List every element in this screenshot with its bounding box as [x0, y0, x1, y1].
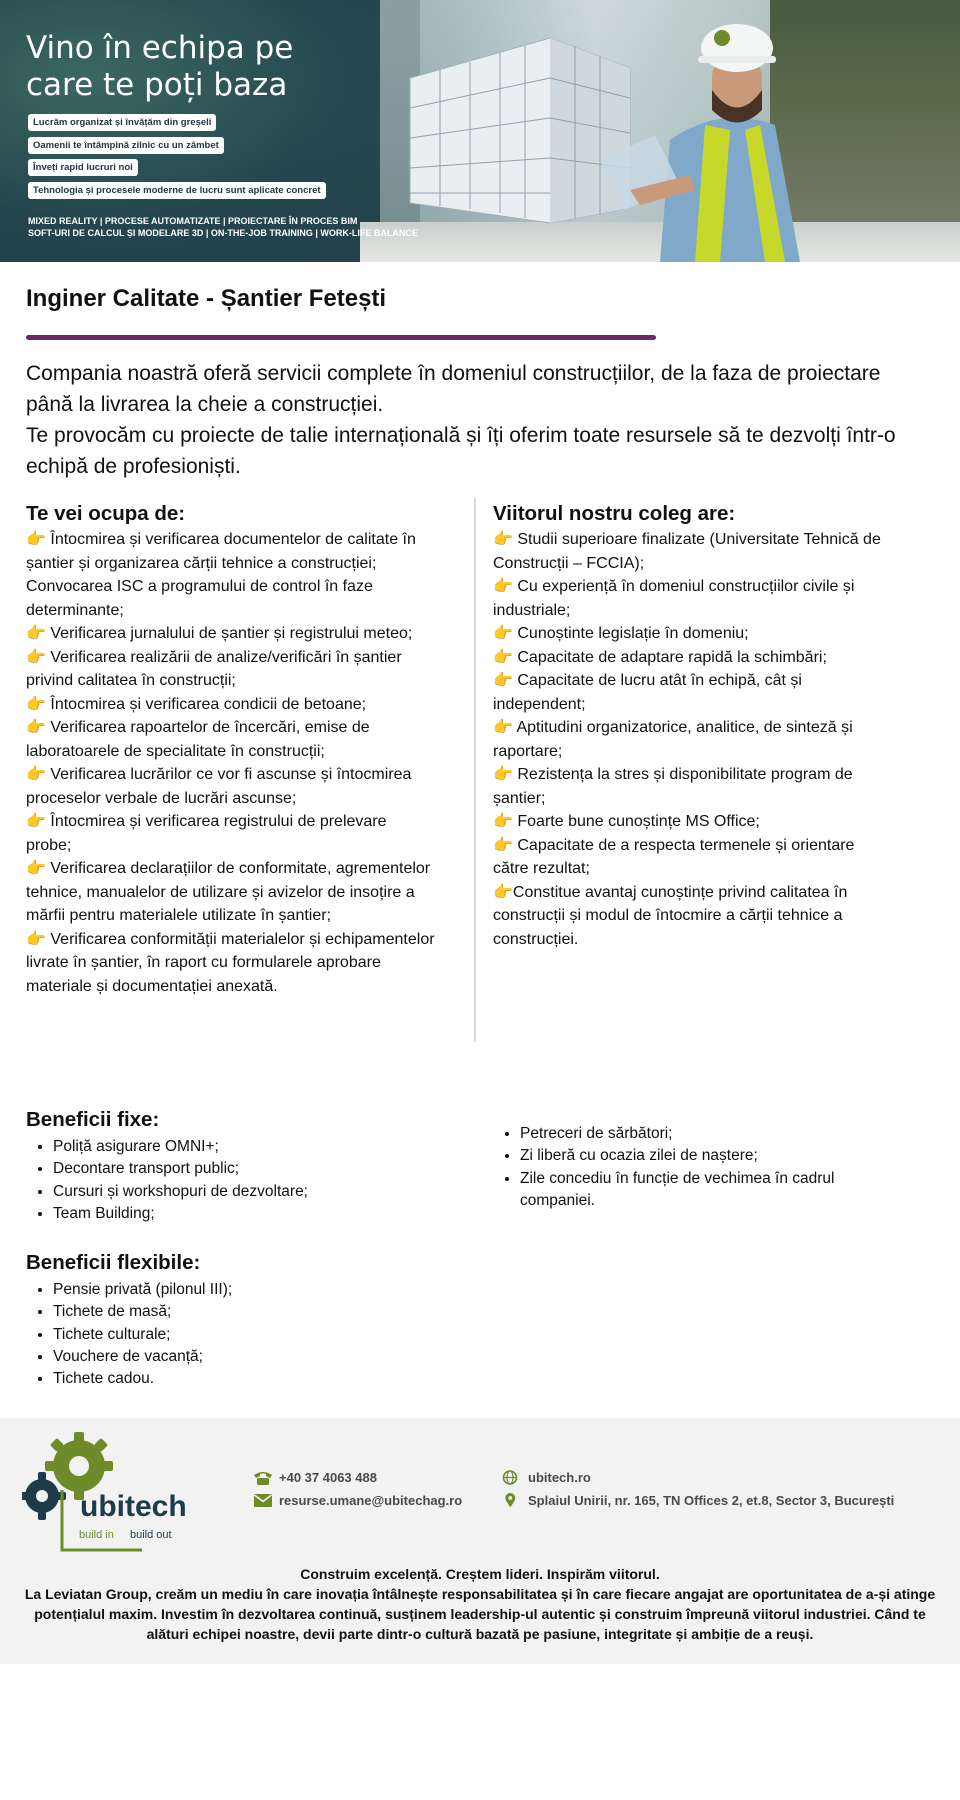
list-item: • Tichete cadou.: [53, 1368, 446, 1390]
footer-slogan: Construim excelență. Creștem lideri. Inspirăm viitorul.: [300, 1566, 660, 1582]
list-item: • Tichete de masă;: [53, 1301, 446, 1323]
list-item: 👉 Cunoștinte legislație în domeniu;: [493, 625, 749, 642]
hero-features: [28, 215, 418, 239]
requirements-section: [493, 500, 893, 951]
phone-number: +40 37 4063 488: [279, 1470, 377, 1485]
list-item: • Zile concediu în funcție de vechimea în cadrul companiei.: [520, 1168, 893, 1213]
list-item: • Vouchere de vacanță;: [53, 1346, 446, 1368]
hero-tag: Tehnologia și procesele moderne de lucru sunt aplicate concret: [28, 182, 326, 199]
list-item: 👉Constitue avantaj cunoștințe privind calitatea în construcții și modul de întocmire a cărții tehnice a construcției.: [493, 883, 848, 948]
responsibilities-section: [26, 500, 436, 998]
responsibilities-heading: Te vei ocupa de:: [26, 502, 186, 525]
list-item: 👉 Verificarea declarațiilor de conformitate, agrementelor tehnice, manualelor de utilizare și avizelor de insoțire a mărfii pentru materialele utilizate în șantier;: [26, 860, 431, 924]
hero-tag: Înveți rapid lucruri noi: [28, 159, 138, 176]
list-item: 👉 Verificarea jurnalului de șantier și registrului meteo;: [26, 625, 413, 642]
globe-icon: [502, 1470, 522, 1485]
pointing-hand-icon: 👉: [493, 672, 513, 689]
fixed-benefits-heading: Beneficii fixe:: [26, 1108, 160, 1131]
pointing-hand-icon: 👉: [493, 625, 513, 642]
list-item: 👉 Verificarea conformității materialelor și echipamentelor livrate în șantier, în raport cu formularele aprobare materiale și documentației anexată.: [26, 930, 435, 995]
pointing-hand-icon: 👉: [26, 813, 46, 830]
hero-tag: Oamenii te întâmpină zilnic cu un zâmbet: [28, 137, 224, 154]
pointing-hand-icon: 👉: [26, 695, 46, 713]
hero-tag-list: [28, 114, 326, 204]
title-divider: [26, 335, 656, 340]
list-item: 👉 Verificarea rapoartelor de încercări, emise de laboratoarele de specialitate în construcții;: [26, 719, 370, 760]
intro-paragraph: Te provocăm cu proiecte de talie internațională și îți oferim toate resursele să te dezvolți într-o echipă de profesioniști.: [26, 424, 896, 478]
email-address: resurse.umane@ubitechag.ro: [279, 1493, 463, 1508]
logo-tagline-left: build in: [79, 1529, 114, 1541]
column-divider: [474, 498, 476, 1042]
list-item: 👉 Întocmirea și verificarea documentelor de calitate în șantier și organizarea cărții tehnice a construcției; Convocarea ISC a programului de control în faze determinante;: [26, 531, 416, 619]
requirements-heading: Viitorul nostru coleg are:: [493, 502, 736, 525]
contact-email[interactable]: [253, 1493, 462, 1508]
hero-title: Vino în echipa pe care te poți baza: [26, 30, 294, 103]
contact-phone[interactable]: [253, 1470, 377, 1485]
list-item: 👉 Aptitudini organizatorice, analitice, de sinteză și raportare;: [493, 719, 853, 760]
pointing-hand-icon: 👉: [493, 648, 513, 666]
list-item: 👉 Verificarea realizării de analize/verificări în șantier privind calitatea în construcții;: [26, 648, 402, 689]
pointing-hand-icon: 👉: [493, 531, 513, 548]
pointing-hand-icon: 👉: [493, 719, 513, 736]
location-pin-icon: [502, 1493, 522, 1508]
contact-website[interactable]: [502, 1470, 591, 1485]
list-item: 👉 Capacitate de lucru atât în echipă, cât și independent;: [493, 672, 802, 713]
job-intro: [26, 358, 926, 482]
list-item: • Petreceri de sărbători;: [520, 1123, 893, 1145]
pointing-hand-icon: 👉: [26, 719, 46, 736]
list-item: 👉 Întocmirea și verificarea condicii de betoane;: [26, 695, 367, 713]
hero-features-line: MIXED REALITY | PROCESE AUTOMATIZATE | PROIECTARE ÎN PROCES BIM: [28, 216, 358, 226]
list-item: 👉 Studii superioare finalizate (Universitate Tehnică de Construcții – FCCIA);: [493, 531, 881, 572]
engineer-illustration: [600, 0, 840, 262]
list-item: 👉 Verificarea lucrărilor ce vor fi ascunse și întocmirea proceselor verbale de lucrări ascunse;: [26, 766, 412, 807]
list-item: • Zi liberă cu ocazia zilei de naștere;: [520, 1145, 893, 1167]
pointing-hand-icon: 👉: [493, 578, 513, 595]
list-item: • Team Building;: [53, 1203, 446, 1225]
website-link: ubitech.ro: [528, 1470, 591, 1485]
list-item: • Cursuri și workshopuri de dezvoltare;: [53, 1181, 446, 1203]
hero-banner: [0, 0, 960, 262]
footer-description: La Leviatan Group, creăm un mediu în care inovația întâlnește responsabilitatea și în care fiecare angajat are oportunitatea de a-și atinge potențialul maxim. Investim în dezvoltarea continuă, susținem leadership-ul autentic și construim împreună viitorul industriei. Când te alături echipei noastre, devii parte dintr-o cultură bazată pe pasiune, integritate și ambiție de a reuși.: [24, 1586, 936, 1642]
ubitech-logo: [22, 1428, 187, 1556]
intro-paragraph: Compania noastră oferă servicii complete în domeniul construcțiilor, de la faza de proiectare până la livrarea la cheie a construcției.: [26, 362, 881, 416]
pointing-hand-icon: 👉: [26, 860, 46, 877]
list-item: • Pensie privată (pilonul III);: [53, 1279, 446, 1301]
pointing-hand-icon: 👉: [26, 625, 46, 642]
list-item: • Decontare transport public;: [53, 1158, 446, 1180]
list-item: 👉 Întocmirea și verificarea registrului de prelevare probe;: [26, 813, 387, 854]
list-item: 👉 Capacitate de a respecta termenele și orientare către rezultat;: [493, 836, 855, 877]
footer: [0, 1418, 960, 1664]
pointing-hand-icon: 👉: [26, 648, 46, 666]
pointing-hand-icon: 👉: [26, 531, 46, 548]
list-item: 👉 Rezistența la stres și disponibilitate program de șantier;: [493, 766, 853, 807]
list-item: • Tichete culturale;: [53, 1324, 446, 1346]
fixed-benefits-list: [26, 1136, 446, 1225]
pointing-hand-icon: 👉: [26, 766, 46, 783]
mail-icon: [253, 1493, 273, 1508]
list-item: 👉 Capacitate de adaptare rapidă la schimbări;: [493, 648, 827, 666]
list-item: 👉 Foarte bune cunoștințe MS Office;: [493, 813, 760, 830]
contact-address: [502, 1493, 894, 1508]
pointing-hand-icon: 👉: [493, 813, 513, 830]
flexible-benefits-heading: Beneficii flexibile:: [26, 1251, 201, 1274]
address-text: Splaiul Unirii, nr. 165, TN Offices 2, et.8, Sector 3, București: [528, 1493, 895, 1508]
hero-tag: Lucrăm organizat și învățăm din greșeli: [28, 114, 216, 131]
flexible-benefits-list: [26, 1279, 446, 1390]
pointing-hand-icon: 👉: [493, 836, 513, 854]
logo-tagline-right: build out: [130, 1529, 172, 1541]
fixed-benefits-list-right: [493, 1123, 893, 1212]
footer-about: [18, 1564, 942, 1644]
logo-wordmark: ubitech: [80, 1490, 187, 1523]
list-item: • Poliță asigurare OMNI+;: [53, 1136, 446, 1158]
job-title: Inginer Calitate - Șantier Fetești: [26, 285, 387, 312]
pointing-hand-icon: 👉: [493, 766, 513, 783]
list-item: 👉 Cu experiență în domeniul construcțiilor civile și industriale;: [493, 578, 855, 619]
pointing-hand-icon: 👉: [493, 883, 513, 901]
pointing-hand-icon: 👉: [26, 930, 46, 948]
phone-icon: [253, 1470, 273, 1485]
hero-features-line: SOFT-URI DE CALCUL ȘI MODELARE 3D | ON-THE-JOB TRAINING | WORK-LIFE BALANCE: [28, 228, 418, 238]
